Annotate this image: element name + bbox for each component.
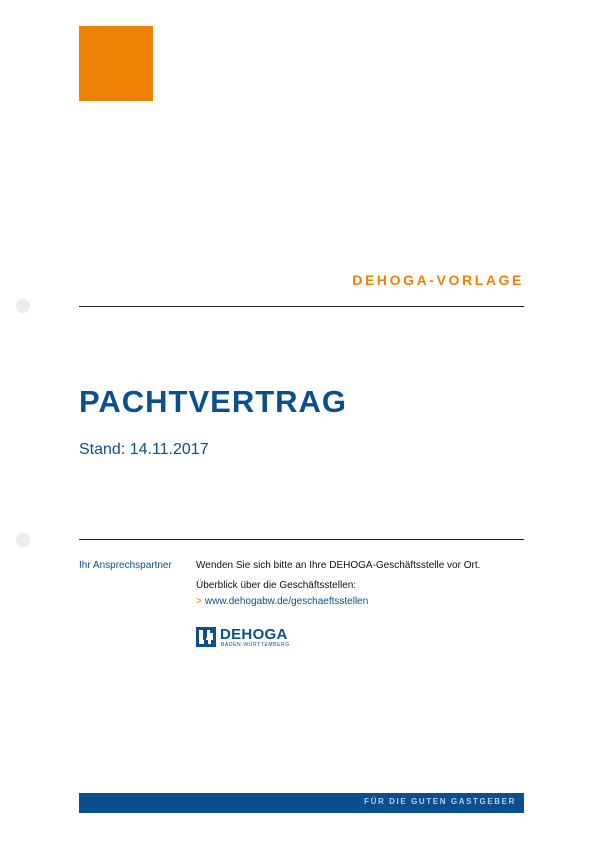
office-link-row[interactable] bbox=[196, 596, 368, 607]
document-date: Stand: 14.11.2017 bbox=[79, 441, 209, 458]
footer-slogan: FÜR DIE GUTEN GASTGEBER bbox=[364, 797, 516, 806]
document-title: PACHTVERTRAG bbox=[79, 384, 348, 419]
punch-hole-mark bbox=[16, 299, 30, 313]
logo-name: DEHOGA bbox=[220, 626, 288, 643]
logo-subtitle: BADEN-WÜRTTEMBERG bbox=[221, 642, 290, 648]
punch-hole-mark bbox=[16, 533, 30, 547]
divider-contact bbox=[79, 539, 524, 540]
orange-brand-square bbox=[79, 26, 153, 101]
footer-band bbox=[79, 793, 524, 813]
divider-top bbox=[79, 306, 524, 307]
contact-label: Ihr Ansprechspartner bbox=[79, 560, 172, 571]
office-link[interactable]: www.dehogabw.de/geschaeftsstellen bbox=[204, 596, 369, 607]
overview-text: Überblick über die Geschäftsstellen: bbox=[196, 580, 357, 591]
dehoga-logo-icon bbox=[196, 627, 216, 647]
series-label: DEHOGA-VORLAGE bbox=[352, 272, 524, 288]
chevron-right-icon: > bbox=[196, 596, 202, 607]
contact-text: Wenden Sie sich bitte an Ihre DEHOGA-Geschäftsstelle vor Ort. bbox=[196, 560, 481, 571]
